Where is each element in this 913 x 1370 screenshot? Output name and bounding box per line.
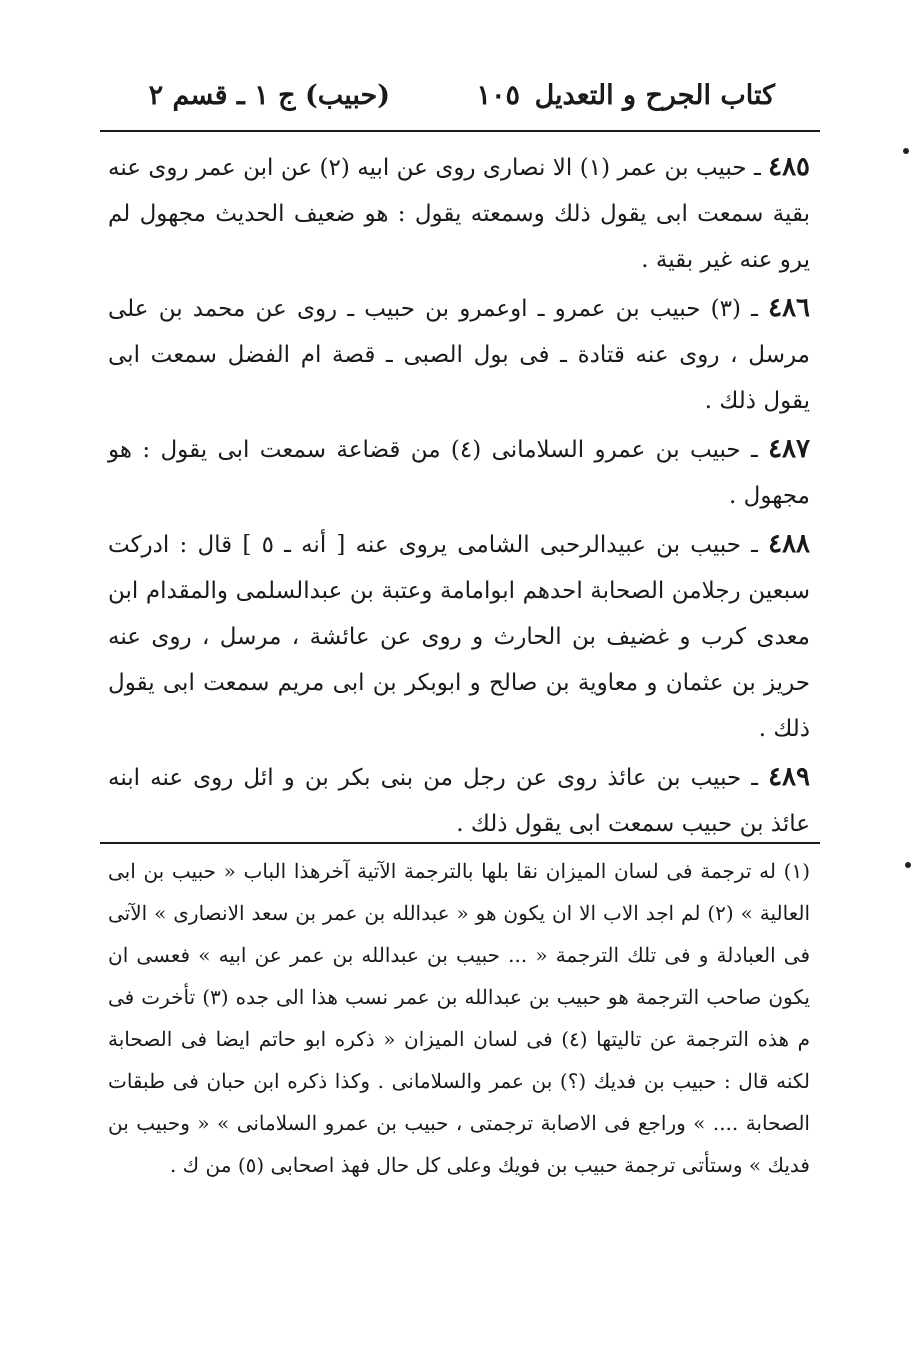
entry-number: ٤٨٧ [768,434,810,464]
entry-text: ـ حبيب بن عمرو السلامانى (٤) من قضاعة سمعت ابى يقول : هو مجهول . [108,437,810,509]
entry-489 [108,754,810,847]
entry-487 [108,426,810,519]
entry-488 [108,521,810,752]
margin-dot [905,862,911,868]
main-text [108,144,810,849]
footnotes: (١) له ترجمة فى لسان الميزان نقا بلها بالترجمة الآتية آخرهذا الباب « حبيب بن ابى العالية » (٢) لم اجد الاب الا ان يكون هو « عبدالله بن عمر بن سعد الانصارى » الآتى فى العبادلة و فى تلك الترجمة « ... حبيب بن عبدالله بن عمر عن ابيه » فعسى ان يكون صاحب الترجمة هو حبيب بن عبدالله بن عمر نسب هذا الى جده (٣) تأخرت فى م هذه الترجمة عن تاليتها (٤) فى لسان الميزان « ذكره ابو حاتم ايضا فى الصحابة لكنه قال : حبيب بن فديك (؟) بن عمر والسلامانى . وكذا ذكره ابن حبان فى طبقات الصحابة .... » وراجع فى الاصابة ترجمتى ، حبيب بن عمرو السلامانى » « وحبيب بن فديك » وستأتى ترجمة حبيب بن فويك وعلى كل حال فهذ اصحابى (٥) من ك . [108,859,811,1177]
entry-text: ـ حبيب بن عمر (١) الا نصارى روى عن ابيه (٢) عن ابن عمر روى عنه بقية سمعت ابى يقول ذلك وسمعته يقول : هو ضعيف الحديث مجهول لم يرو عنه غير بقية . [108,155,810,273]
entry-number: ٤٨٨ [768,529,811,559]
entry-number: ٤٨٥ [768,152,811,182]
entry-text: ـ (٣) حبيب بن عمرو ـ اوعمرو بن حبيب ـ روى عن محمد بن على مرسل ، روى عنه قتادة ـ فى بول الصبى ـ قصة ام الفضل سمعت ابى يقول ذلك . [108,296,810,414]
book-title: كتاب الجرح و التعديل [534,80,775,111]
entry-number: ٤٨٦ [768,293,811,323]
header-rule [100,130,820,132]
entry-486 [108,285,810,424]
volume-section: (حبيب) ج ١ ـ قسم ٢ [148,80,390,111]
page-header [100,72,820,128]
margin-dot [903,148,909,154]
entry-text: ـ حبيب بن عائذ روى عن رجل من بنى بكر بن و ائل روى عنه ابنه عائذ بن حبيب سمعت ابى يقول ذلك . [108,765,810,837]
footnote-rule [100,842,820,844]
entry-485 [108,144,810,283]
entry-text: ـ حبيب بن عبيدالرحبى الشامى يروى عنه [ أنه ـ ٥ ] قال : ادركت سبعين رجلامن الصحابة احدهم ابوامامة وعتبة بن عبدالسلمى والمقدام ابن معدى كرب و غضيف بن الحارث و روى عن عائشة ، مرسل ، روى عنه حريز بن عثمان و معاوية بن صالح و ابوبكر بن ابى مريم سمعت ابى يقول ذلك . [108,532,810,742]
entry-number: ٤٨٩ [768,762,810,792]
page-number: ١٠٥ [476,80,520,111]
